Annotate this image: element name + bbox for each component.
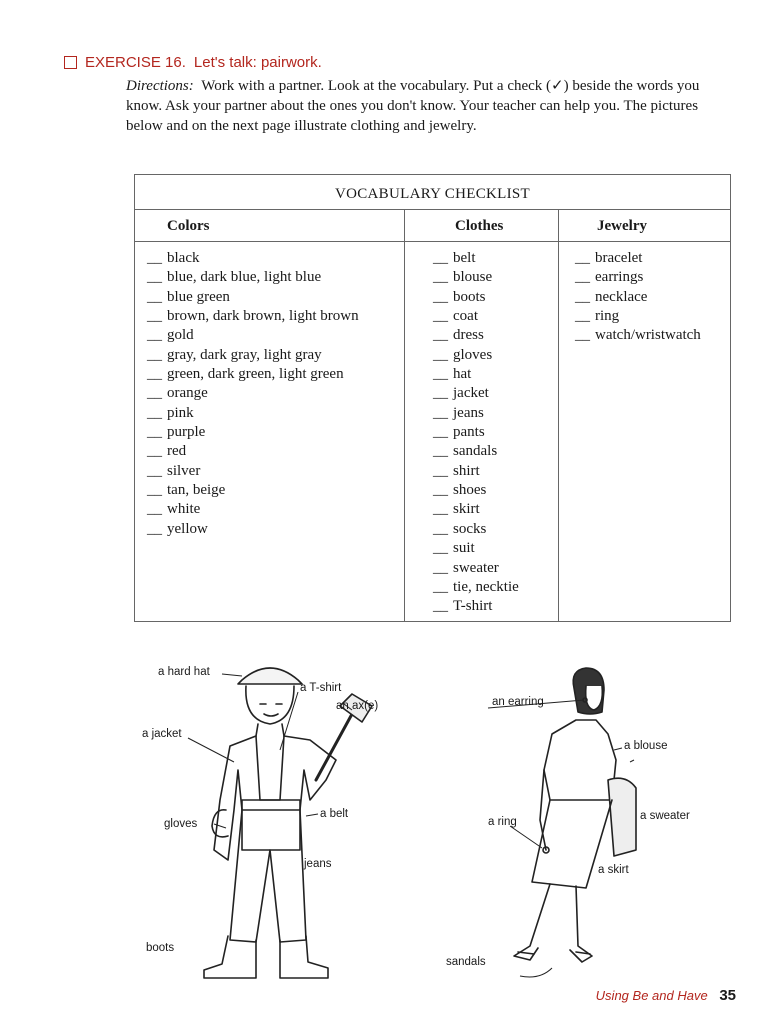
label-lines: [188, 674, 634, 977]
checklist-item: __ blouse: [433, 268, 558, 287]
colors-list: [135, 242, 404, 539]
label-jeans: jeans: [304, 858, 332, 870]
label-belt: a belt: [320, 808, 349, 820]
checklist-item: __ blue green: [147, 288, 404, 307]
gloves-outline: [212, 810, 228, 837]
checklist-item: __ blue, dark blue, light blue: [147, 268, 404, 287]
label-sandals: sandals: [446, 956, 486, 968]
label-t-shirt: a T-shirt: [300, 682, 342, 694]
label-earring: an earring: [492, 696, 544, 708]
label-jacket: a jacket: [142, 728, 182, 740]
sandals-outline: [518, 952, 590, 954]
checklist-item: __ white: [147, 500, 404, 519]
checklist-item: __ shoes: [433, 481, 558, 500]
clothes-heading: Clothes: [405, 209, 558, 242]
checklist-item: __ belt: [433, 249, 558, 268]
clothing-illustration: [130, 650, 690, 990]
hard-hat-icon: [238, 668, 302, 684]
checklist-item: __ orange: [147, 384, 404, 403]
exercise-title: Let's talk: pairwork.: [193, 54, 322, 71]
checklist-item: __ tie, necktie: [433, 578, 558, 597]
worker-face: [246, 686, 294, 724]
boot-right: [280, 936, 328, 978]
jewelry-list: [559, 242, 730, 346]
checklist-item: __ jacket: [433, 384, 558, 403]
checklist-item: __ red: [147, 442, 404, 461]
colors-column: [135, 209, 405, 621]
checklist-title: VOCABULARY CHECKLIST: [135, 175, 730, 210]
checklist-item: __ tan, beige: [147, 481, 404, 500]
checkbox-icon[interactable]: [64, 56, 77, 69]
checklist-item: __ sweater: [433, 559, 558, 578]
checklist-item: __ sandals: [433, 442, 558, 461]
directions-label: Directions:: [126, 78, 194, 94]
label-ax: an ax(e): [336, 700, 379, 712]
checklist-item: __ socks: [433, 520, 558, 539]
boot-left: [204, 936, 256, 978]
page-number: 35: [719, 987, 736, 1004]
jacket-outline: [214, 736, 336, 860]
checklist-item: __ yellow: [147, 520, 404, 539]
checklist-item: __ purple: [147, 423, 404, 442]
blouse-outline: [544, 720, 616, 800]
checklist-item: __ hat: [433, 365, 558, 384]
colors-heading: Colors: [135, 209, 404, 242]
checklist-item: __ silver: [147, 462, 404, 481]
label-hard-hat: a hard hat: [158, 666, 210, 678]
checklist-item: __ skirt: [433, 500, 558, 519]
label-boots: boots: [146, 942, 175, 954]
checklist-item: __ brown, dark brown, light brown: [147, 307, 404, 326]
checklist-item: __ gray, dark gray, light gray: [147, 346, 404, 365]
checklist-item: __ necklace: [575, 288, 730, 307]
checklist-item: __ suit: [433, 539, 558, 558]
checklist-item: __ watch/wristwatch: [575, 326, 730, 345]
checklist-item: __ pants: [433, 423, 558, 442]
footer-title: Using Be and Have: [595, 988, 708, 1003]
checklist-item: __ bracelet: [575, 249, 730, 268]
checklist-item: __ gold: [147, 326, 404, 345]
worker-figure: [204, 668, 372, 978]
checklist-item: __ black: [147, 249, 404, 268]
checklist-item: __ jeans: [433, 404, 558, 423]
woman-legs: [514, 884, 592, 962]
label-sweater: a sweater: [640, 810, 690, 822]
label-gloves: gloves: [164, 818, 198, 830]
belt-outline: [242, 800, 300, 810]
exercise-number: EXERCISE 16.: [85, 54, 186, 71]
directions-text: Work with a partner. Look at the vocabulary. Put a check (✓) beside the words you know. Ask your partner about the ones you don't know. Your teacher can help you. The pictures below and on the next page illustrate clothing and jewelry.: [126, 78, 700, 134]
woman-figure: [514, 668, 636, 962]
clothes-list: [405, 242, 558, 617]
checklist-item: __ gloves: [433, 346, 558, 365]
checklist-item: __ earrings: [575, 268, 730, 287]
checklist-item: __ boots: [433, 288, 558, 307]
page-footer: [596, 987, 736, 1004]
sweater-outline: [608, 778, 636, 856]
checklist-item: __ pink: [147, 404, 404, 423]
checklist-item: __ shirt: [433, 462, 558, 481]
label-skirt: a skirt: [598, 864, 629, 876]
t-shirt-outline: [256, 736, 284, 800]
checklist-item: __ dress: [433, 326, 558, 345]
checklist-item: __ ring: [575, 307, 730, 326]
checklist-item: __ coat: [433, 307, 558, 326]
directions: [126, 76, 726, 136]
checklist-item: __ T-shirt: [433, 597, 558, 616]
checklist-item: __ green, dark green, light green: [147, 365, 404, 384]
label-ring: a ring: [488, 816, 517, 828]
worker-features: [260, 704, 282, 716]
people-drawing: [130, 650, 690, 990]
jewelry-column: [559, 209, 730, 621]
ax-handle: [316, 714, 352, 780]
jewelry-heading: Jewelry: [559, 209, 730, 242]
exercise-heading: [64, 54, 322, 71]
clothes-column: [405, 209, 559, 621]
label-blouse: a blouse: [624, 740, 668, 752]
vocabulary-checklist: [134, 174, 731, 622]
